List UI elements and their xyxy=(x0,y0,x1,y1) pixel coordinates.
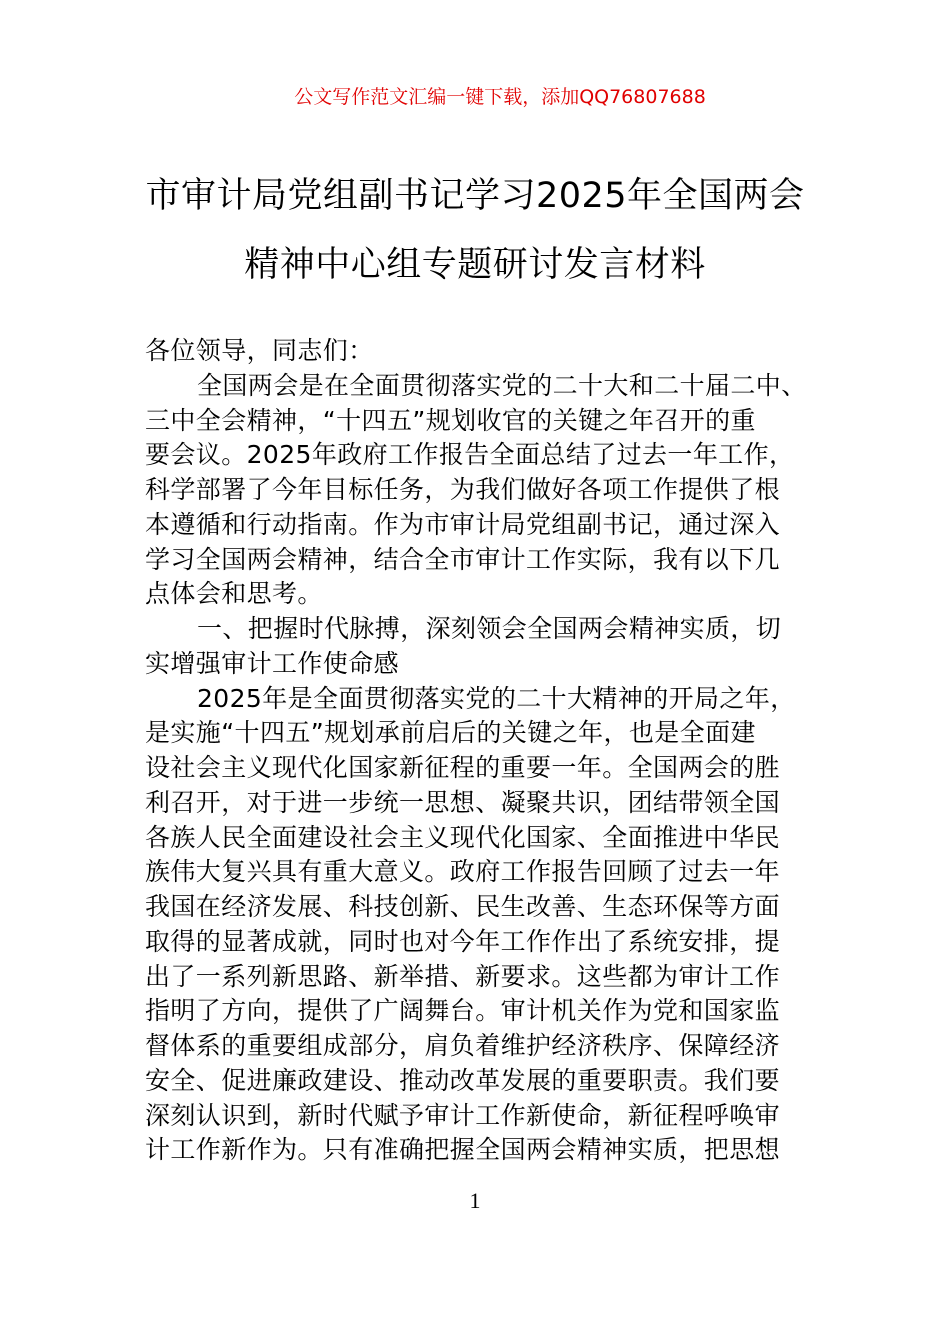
body-text-line: 我国在经济发展、科技创新、民生改善、生态环保等方面 xyxy=(145,892,781,921)
body-text-line: 实增强审计工作使命感 xyxy=(145,648,400,678)
body-text-line: 利召开，对于进一步统一思想、凝聚共识，团结带领全国 xyxy=(145,787,781,817)
document-title-line-1: 市审计局党组副书记学习2025年全国两会 xyxy=(145,176,805,216)
document-title-line-2: 精神中心组专题研讨发言材料 xyxy=(244,245,706,285)
document-body xyxy=(145,334,815,1168)
body-text-line: 各族人民全面建设社会主义现代化国家、全面推进中华民 xyxy=(145,822,781,852)
body-text-line: 全国两会是在全面贯彻落实党的二十大和二十届二中、 xyxy=(197,370,807,400)
body-text-line: 设社会主义现代化国家新征程的重要一年。全国两会的胜 xyxy=(145,753,781,782)
download-promo-link[interactable]: 公文写作范文汇编一键下载，添加QQ76807688 xyxy=(294,86,706,108)
body-text-line: 是实施“十四五”规划承前启后的关键之年，也是全面建 xyxy=(145,718,756,748)
body-text-line: 深刻认识到，新时代赋予审计工作新使命，新征程呼唤审 xyxy=(145,1100,781,1130)
body-text-line: 督体系的重要组成部分，肩负着维护经济秩序、保障经济 xyxy=(145,1031,781,1060)
body-text-line: 指明了方向，提供了广阔舞台。审计机关作为党和国家监 xyxy=(145,996,781,1026)
body-text-line: 三中全会精神，“十四五”规划收官的关键之年召开的重 xyxy=(145,405,756,435)
body-text-line: 出了一系列新思路、新举措、新要求。这些都为审计工作 xyxy=(145,961,781,991)
body-text-line: 一、把握时代脉搏，深刻领会全国两会精神实质，切 xyxy=(197,614,782,643)
body-text-line: 族伟大复兴具有重大意义。政府工作报告回顾了过去一年 xyxy=(145,857,781,887)
body-text-line: 点体会和思考。 xyxy=(145,579,323,609)
body-text-line: 要会议。2025年政府工作报告全面总结了过去一年工作， xyxy=(145,440,795,470)
page-number: 1 xyxy=(469,1188,481,1213)
body-text-line: 各位领导，同志们： xyxy=(145,336,374,365)
body-text-line: 计工作新作为。只有准确把握全国两会精神实质，把思想 xyxy=(145,1135,781,1165)
body-text-line: 取得的显著成就，同时也对今年工作作出了系统安排，提 xyxy=(145,926,781,956)
body-text-line: 2025年是全面贯彻落实党的二十大精神的开局之年， xyxy=(197,683,796,713)
body-text-line: 本遵循和行动指南。作为市审计局党组副书记，通过深入 xyxy=(145,509,781,539)
body-text-line: 学习全国两会精神，结合全市审计工作实际，我有以下几 xyxy=(145,544,781,574)
body-text-line: 安全、促进廉政建设、推动改革发展的重要职责。我们要 xyxy=(145,1065,781,1095)
body-text-line: 科学部署了今年目标任务，为我们做好各项工作提供了根 xyxy=(145,475,781,504)
